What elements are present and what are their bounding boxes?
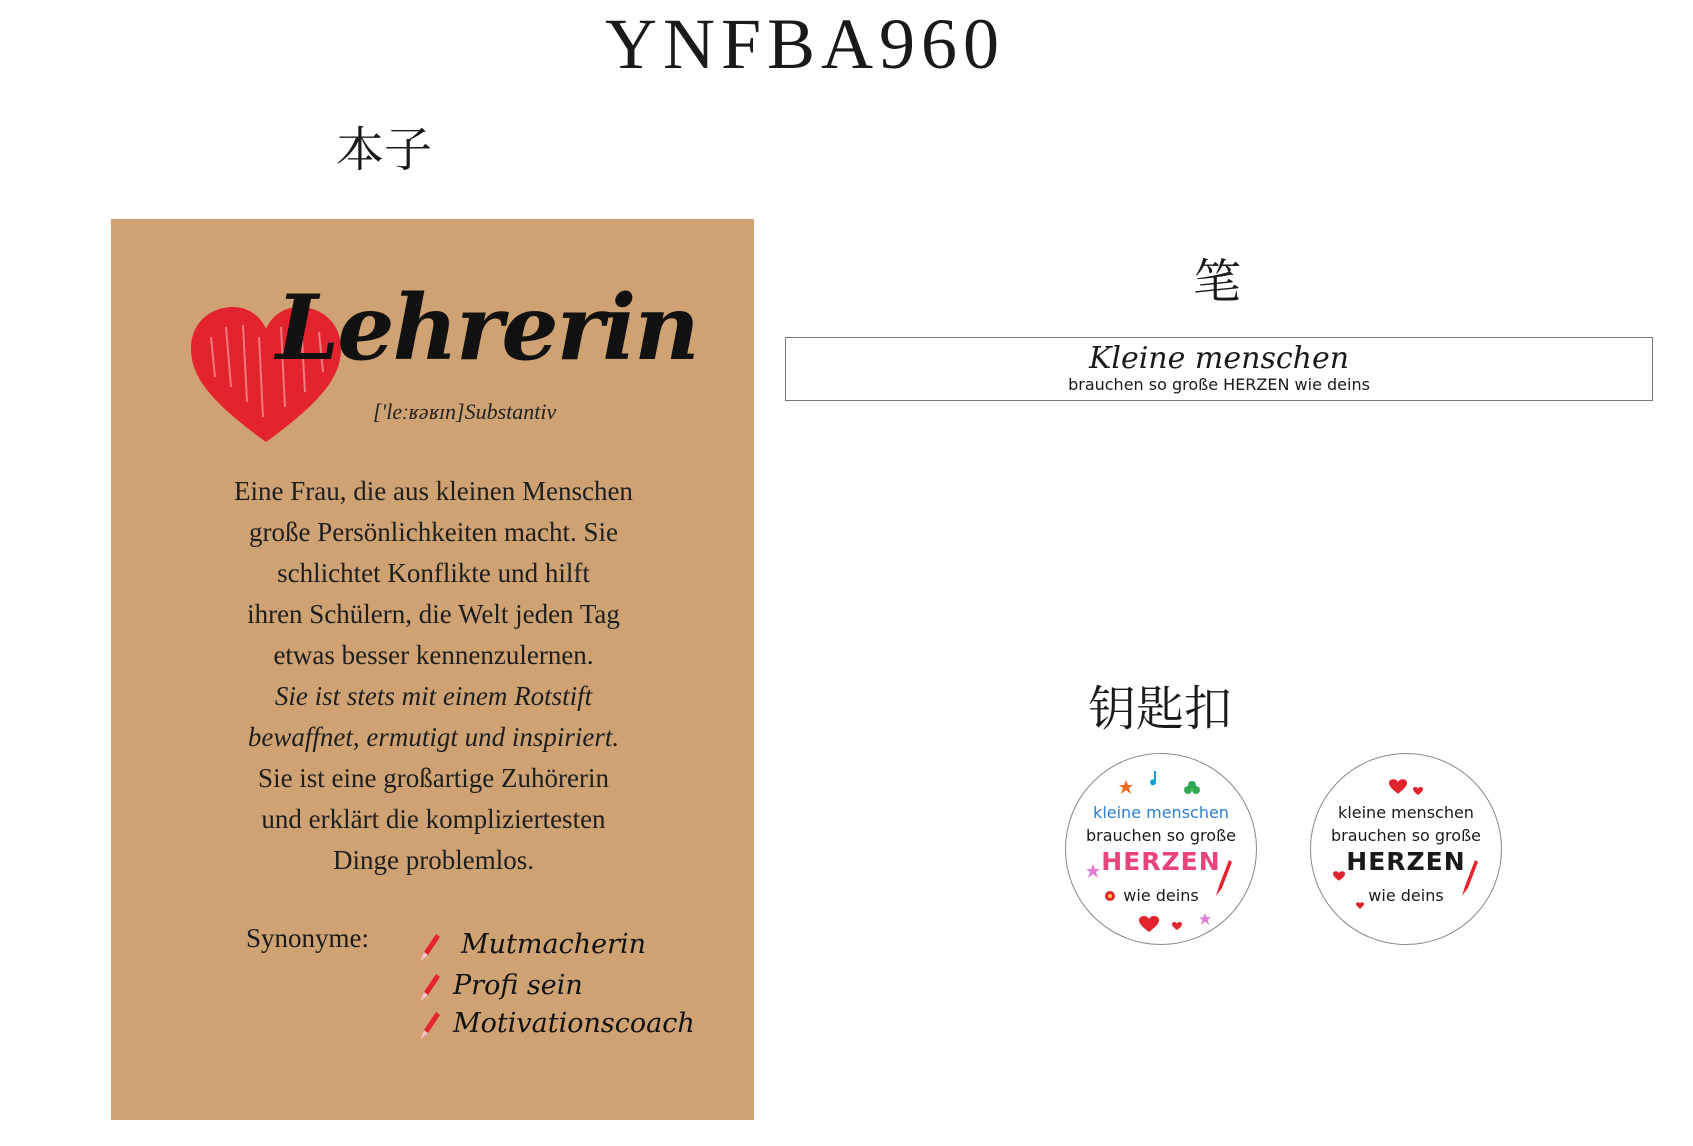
clover-icon [1183, 780, 1201, 798]
pen-label: 笔 [1193, 254, 1242, 310]
keychain-line-2: brauchen so große [1331, 826, 1481, 845]
pen-line-2: brauchen so große HERZEN wie deins [1068, 375, 1370, 394]
heart-icon [1139, 916, 1159, 932]
synonym-item: Motivationscoach [453, 1008, 695, 1039]
heart-icon [1333, 871, 1345, 881]
keychain-line-1: kleine menschen [1338, 803, 1474, 822]
product-code-title: YNFBA960 [604, 4, 1006, 84]
keychain-line-3: HERZEN [1101, 847, 1221, 876]
definition-line: etwas besser kennenzulernen. [273, 640, 594, 670]
keychain-line-1: kleine menschen [1093, 803, 1229, 822]
synonym-item: Mutmacherin [461, 929, 647, 960]
heart-icon [1389, 779, 1407, 794]
headword: Lehrerin [276, 275, 698, 381]
pen-line-1: Kleine menschen [1088, 341, 1350, 376]
heart-icon [1172, 922, 1182, 930]
notebook-label: 本子 [336, 122, 433, 178]
flower-icon [1103, 889, 1117, 903]
definition-line: Dinge problemlos. [333, 845, 534, 875]
definition-line: Eine Frau, die aus kleinen Menschen [234, 476, 633, 506]
red-pencil-icon [416, 1010, 442, 1042]
red-pencil-icon [416, 932, 442, 964]
definition-line: schlichtet Konflikte und hilft [277, 558, 590, 588]
definition-line: Sie ist eine großartige Zuhörerin [258, 763, 609, 793]
star-icon [1119, 780, 1133, 794]
heart-icon [1413, 787, 1423, 795]
star-icon [1086, 864, 1100, 878]
keychain-label: 钥匙扣 [1088, 681, 1233, 737]
keychain-line-4: wie deins [1368, 886, 1444, 905]
keychain-line-2: brauchen so große [1086, 826, 1236, 845]
definition-text [151, 471, 716, 881]
script-line: bewaffnet, ermutigt und inspiriert. [247, 722, 620, 752]
notebook-cover [111, 219, 754, 1120]
synonym-item: Profi sein [453, 970, 583, 1001]
pencil-icon [1459, 858, 1479, 898]
pen-banner [785, 337, 1653, 401]
synonyms-label: Synonyme: [246, 923, 370, 953]
keychain-line-3: HERZEN [1346, 847, 1466, 876]
definition-line: ihren Schülern, die Welt jeden Tag [247, 599, 620, 629]
definition-line: große Persönlichkeiten macht. Sie [249, 517, 618, 547]
phonetic: ['leːʁəʁɪn]Substantiv [373, 399, 557, 424]
heart-icon [1356, 902, 1364, 909]
pencil-icon [1213, 858, 1233, 898]
keychain-colorful [1065, 753, 1257, 945]
music-note-icon [1148, 771, 1162, 787]
definition-line: und erklärt die kompliziertesten [261, 804, 606, 834]
red-pencil-icon [416, 972, 442, 1004]
script-line: Sie ist stets mit einem Rotstift [274, 681, 593, 711]
keychain-line-4: wie deins [1123, 886, 1199, 905]
keychain-mono [1310, 753, 1502, 945]
star-icon [1199, 913, 1211, 925]
